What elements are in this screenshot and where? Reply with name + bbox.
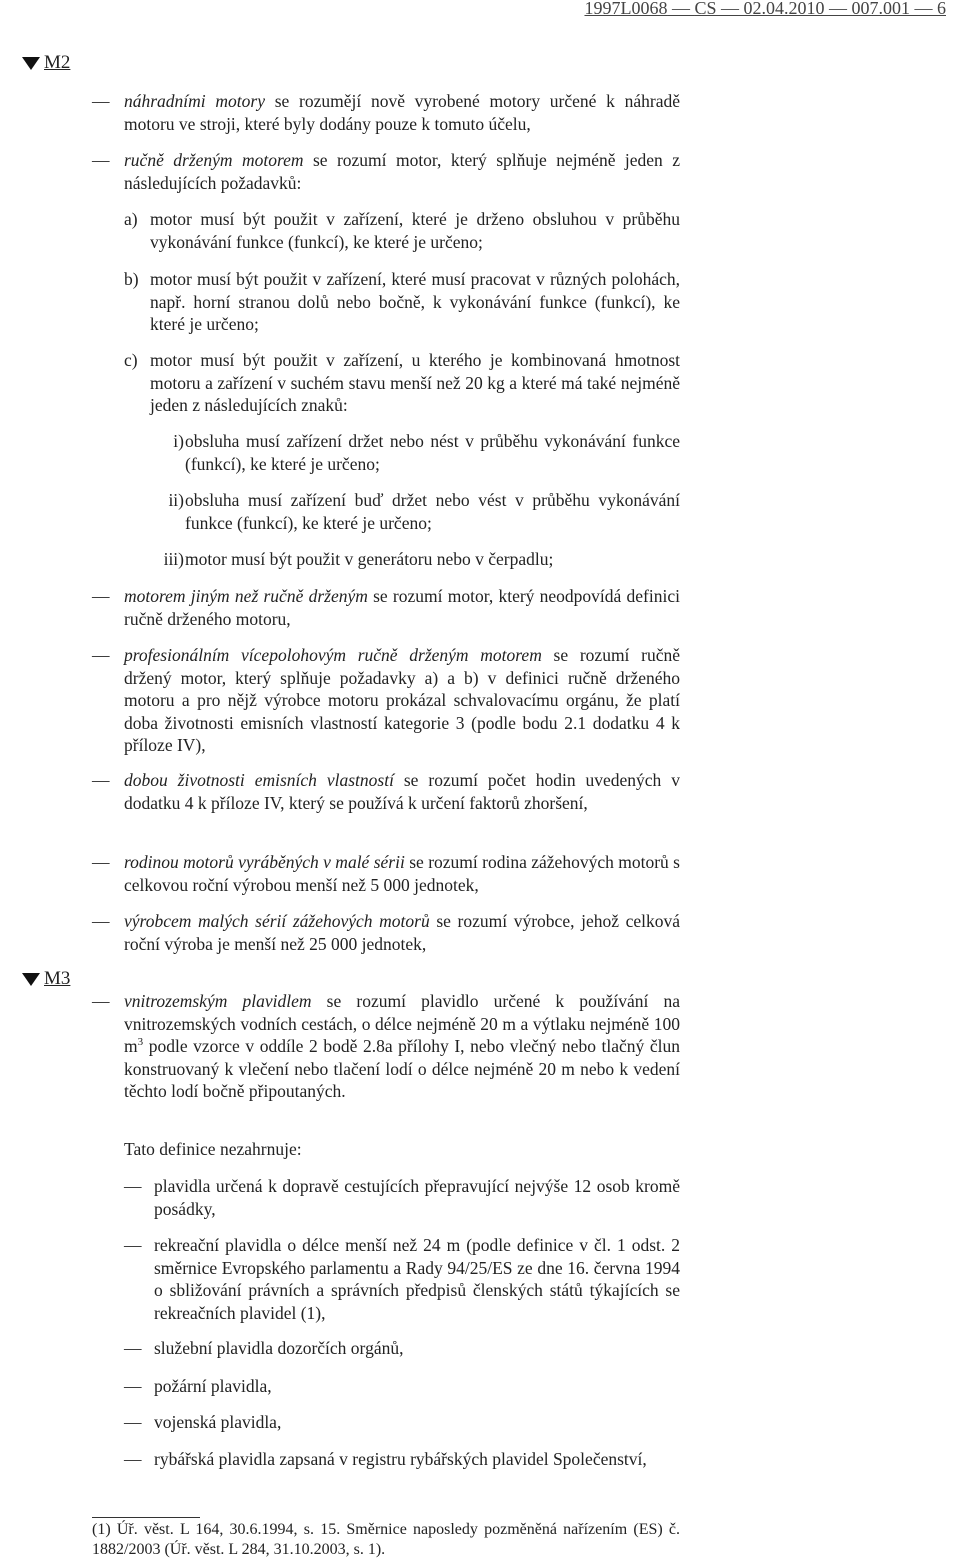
definition-term: ručně drženým motorem — [124, 150, 304, 170]
doc-version: 007.001 — [851, 0, 910, 18]
definition-item: — dobou životnosti emisních vlastností se rozumí počet hodin uvedených v dodatku 4 k příloze IV, který se používá k určení faktorů zhoršení, — [92, 770, 680, 813]
condition-item: b) motor musí být použit v zařízení, které musí pracovat v různých polohách, např. horní stranou dolů nebo bočně, k vykonávání funkce (funkcí), ke které je určeno; — [124, 269, 680, 334]
exclusion-item: — plavidla určená k dopravě cestujících přepravující nejvýše 12 osob kromě posádky, — [124, 1176, 680, 1219]
doc-date: 02.04.2010 — [743, 0, 825, 18]
definition-item: — náhradními motory se rozumějí nově vyrobené motory určené k náhradě motoru ve stroji, které byly dodány pouze k tomuto účelu, — [92, 91, 681, 134]
definition-term: motorem jiným než ručně drženým — [124, 586, 368, 606]
page-number: 6 — [937, 0, 946, 18]
page-header: 1997L0068 — CS — 02.04.2010 — 007.001 — 6 — [584, 0, 946, 18]
definition-item: — profesionálním vícepolohovým ručně drženým motorem se rozumí ručně držený motor, který splňuje požadavky a) a b) v definici ručně drženého motoru a pro nějž výrobce motoru prokázal schvalovacímu orgánu, že platí doba životnosti emisních vlastností kategorie 3 (podle bodu 2.1 dodatku 4 k příloze IV), — [92, 645, 680, 755]
trait-item: ii) obsluha musí zařízení buď držet nebo vést v průběhu vykonávání funkce (funkcí), ke které je určeno; — [168, 490, 680, 533]
definition-term: rodinou motorů vyráběných v malé sérii — [124, 852, 405, 872]
definition-item: — ručně drženým motorem se rozumí motor, který splňuje nejméně jeden z následujících požadavků: — [92, 150, 680, 193]
definition-item: — výrobcem malých sérií zážehových motorů se rozumí výrobce, jehož celková roční výroba je menší než 25 000 jednotek, — [92, 911, 681, 954]
amendment-marker-m3[interactable]: M3 — [22, 968, 70, 990]
definition-term: profesionálním vícepolohovým ručně drženým motorem — [124, 645, 542, 665]
definition-term: náhradními motory — [124, 91, 265, 111]
exclusion-intro: Tato definice nezahrnuje: — [124, 1139, 302, 1159]
exclusion-item: — rybářská plavidla zapsaná v registru rybářských plavidel Společenství, — [124, 1449, 647, 1469]
triangle-down-icon — [22, 57, 40, 70]
definition-item: — vnitrozemským plavidlem se rozumí plavidlo určené k používání na vnitrozemských vodních cestách, o délce nejméně 20 m a výtlaku nejméně 100 $m^3$ podle vzorce v oddíle 2 bodě 2.8a přílohy I, nebo vlečný nebo tlačný člun konstruovaný k vlečení nebo tlačení lodí o délce nejméně 20 m nebo k vedení těchto lodí bočně připoutaných. — [92, 991, 680, 1101]
definition-item: — motorem jiným než ručně drženým se rozumí motor, který neodpovídá definici ručně drženého motoru, — [92, 586, 680, 629]
definition-item: — rodinou motorů vyráběných v malé sérii se rozumí rodina zážehových motorů s celkovou roční výrobou menší než 5 000 jednotek, — [92, 852, 680, 895]
exclusion-item: — služební plavidla dozorčích orgánů, — [124, 1338, 404, 1358]
definition-term: výrobcem malých sérií zážehových motorů — [124, 911, 430, 931]
footnote — [92, 1520, 680, 1560]
footnote-text: Úř. věst. L 164, 30.6.1994, s. 15. Směrnice naposledy pozměněná nařízením (ES) č. 1882/2003 (Úř. věst. L 284, 31.10.2003, s. 1). — [92, 1521, 680, 1558]
doc-lang: CS — [694, 0, 717, 18]
triangle-down-icon — [22, 973, 40, 986]
condition-item: a) motor musí být použit v zařízení, které je drženo obsluhou v průběhu vykonávání funkce (funkcí), ke které je určeno; — [124, 209, 680, 252]
trait-item: i) obsluha musí zařízení držet nebo nést v průběhu vykonávání funkce (funkcí), ke které je určeno; — [173, 431, 680, 474]
footnote-mark[interactable]: (1) — [92, 1521, 111, 1538]
exclusion-item: — požární plavidla, — [124, 1376, 272, 1396]
trait-item: iii) motor musí být použit v generátoru nebo v čerpadlu; — [163, 549, 554, 569]
footnote-divider — [92, 1517, 200, 1518]
condition-item: c) motor musí být použit v zařízení, u kterého je kombinovaná hmotnost motoru a zařízení v suchém stavu menší než 20 kg a které má také nejméně jeden z následujících znaků: — [124, 350, 680, 415]
definition-term: vnitrozemským plavidlem — [124, 991, 312, 1011]
definition-term: dobou životnosti emisních vlastností — [124, 770, 394, 790]
amendment-marker-m2[interactable]: M2 — [22, 52, 70, 74]
doc-id: 1997L0068 — [584, 0, 668, 18]
exclusion-item: — vojenská plavidla, — [124, 1412, 282, 1432]
exclusion-item: — rekreační plavidla o délce menší než 24 m (podle definice v čl. 1 odst. 2 směrnice Evropského parlamentu a Rady 94/25/ES ze dne 16. června 1994 o sbližování právních a správních předpisů členských států týkajících se rekreačních plavidel (1), — [124, 1235, 680, 1323]
